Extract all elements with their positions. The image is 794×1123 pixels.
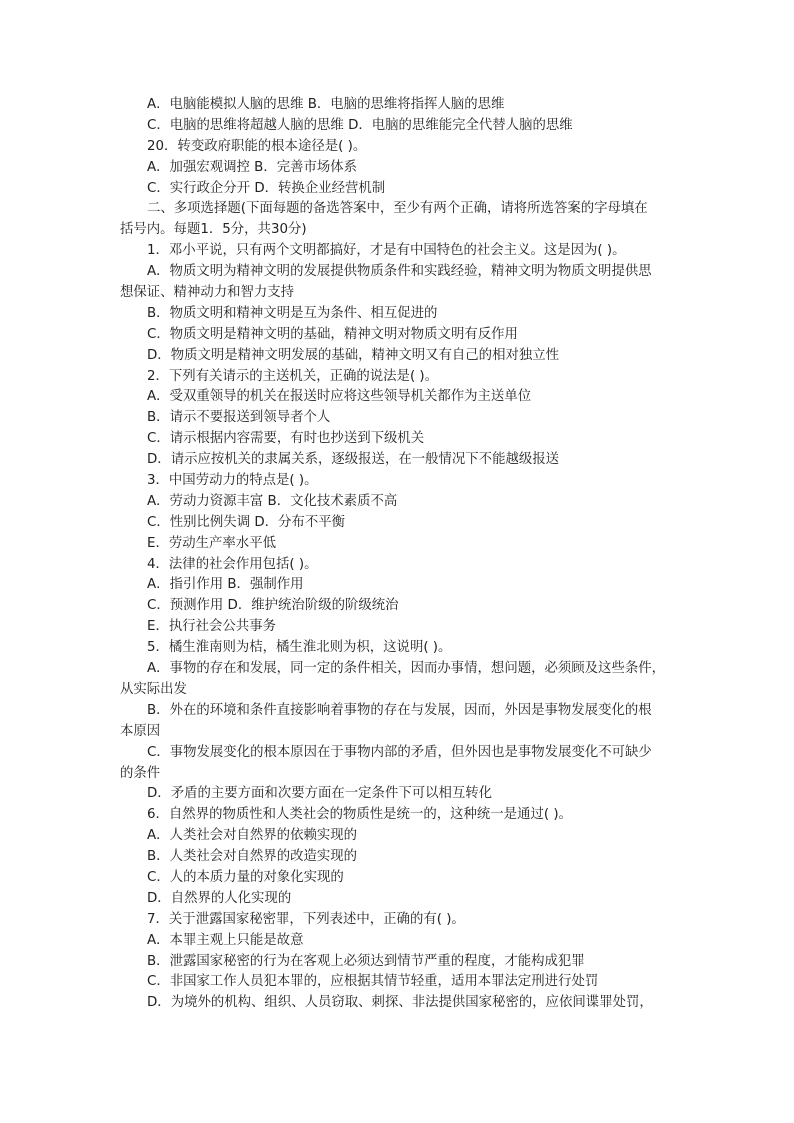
text-line: 二、多项选择题(下面每题的备选答案中，至少有两个正确，请将所选答案的字母填在 <box>147 201 648 217</box>
text-line: 想保证、精神动力和智力支持 <box>120 285 295 301</box>
text-line: B．请示不要报送到领导者个人 <box>147 410 331 426</box>
text-line: 4．法律的社会作用包括( )。 <box>147 556 318 572</box>
text-line: 7．关于泄露国家秘密罪，下列表述中，正确的有( )。 <box>147 911 465 927</box>
text-line: B．物质文明和精神文明是互为条件、相互促进的 <box>147 305 438 321</box>
text-line: B．外在的环境和条件直接影响着事物的存在与发展，因而，外因是事物发展变化的根 <box>147 702 652 718</box>
text-line: C．事物发展变化的根本原因在于事物内部的矛盾，但外因也是事物发展变化不可缺少 <box>147 744 652 760</box>
text-line: A．物质文明为精神文明的发展提供物质条件和实践经验，精神文明为物质文明提供思 <box>147 264 652 280</box>
text-line: D．为境外的机构、组织、人员窃取、刺探、非法提供国家秘密的，应依间谍罪处罚， <box>147 995 653 1011</box>
text-line: 3．中国劳动力的特点是( )。 <box>147 473 318 489</box>
text-line: 20．转变政府职能的根本途径是( )。 <box>147 138 367 154</box>
text-line: B．泄露国家秘密的行为在客观上必须达到情节严重的程度，才能构成犯罪 <box>147 953 585 969</box>
text-line: C．预测作用 D．维护统治阶级的阶级统治 <box>147 598 399 614</box>
text-line: A．指引作用 B．强制作用 <box>147 577 304 593</box>
text-line: C．实行政企分开 D．转换企业经营机制 <box>147 180 386 196</box>
text-line: 本原因 <box>120 723 161 739</box>
text-line: A．受双重领导的机关在报送时应将这些领导机关都作为主送单位 <box>147 389 532 405</box>
text-line: A．电脑能模拟人脑的思维 B．电脑的思维将指挥人脑的思维 <box>147 97 505 112</box>
text-line: C．非国家工作人员犯本罪的，应根据其情节轻重，适用本罪法定刑进行处罚 <box>147 974 599 990</box>
text-line: C．请示根据内容需要，有时也抄送到下级机关 <box>147 431 425 447</box>
text-line: D．物质文明是精神文明发展的基础，精神文明又有自己的相对独立性 <box>147 347 560 363</box>
text-line: A．劳动力资源丰富 B．文化技术素质不高 <box>147 493 398 509</box>
document-body <box>120 95 680 1014</box>
text-line: 2．下列有关请示的主送机关，正确的说法是( )。 <box>147 368 439 384</box>
text-line: C．性别比例失调 D．分布不平衡 <box>147 514 345 530</box>
text-line: C．人的本质力量的对象化实现的 <box>147 869 344 885</box>
text-line: 6．自然界的物质性和人类社会的物质性是统一的，这种统一是通过( )。 <box>147 807 572 823</box>
text-line: C．物质文明是精神文明的基础，精神文明对物质文明有反作用 <box>147 326 518 342</box>
text-line: A．人类社会对自然界的依赖实现的 <box>147 828 358 844</box>
text-line: 从实际出发 <box>120 681 187 697</box>
text-line: 1．邓小平说，只有两个文明都搞好，才是有中国特色的社会主义。这是因为( )。 <box>147 243 626 259</box>
text-line: 5．橘生淮南则为桔，橘生淮北则为枳，这说明( )。 <box>147 640 452 656</box>
text-line: 的条件 <box>120 765 161 781</box>
text-line: D．自然界的人化实现的 <box>147 890 292 906</box>
text-line: A．本罪主观上只能是故意 <box>147 932 304 948</box>
text-line: B．人类社会对自然界的改造实现的 <box>147 849 358 865</box>
text-line: C．电脑的思维将超越人脑的思维 D．电脑的思维能完全代替人脑的思维 <box>147 117 573 133</box>
text-line: D．请示应按机关的隶属关系，逐级报送，在一般情况下不能越级报送 <box>147 452 560 468</box>
text-line: D．矛盾的主要方面和次要方面在一定条件下可以相互转化 <box>147 786 493 802</box>
text-line: E．执行社会公共事务 <box>147 619 276 635</box>
text-line: 括号内。每题1．5分，共30分) <box>120 222 307 238</box>
text-line: A．加强宏观调控 B．完善市场体系 <box>147 159 358 175</box>
text-line: E．劳动生产率水平低 <box>147 535 276 551</box>
text-line: A．事物的存在和发展，同一定的条件相关，因而办事情，想问题，必须顾及这些条件， <box>147 661 666 677</box>
